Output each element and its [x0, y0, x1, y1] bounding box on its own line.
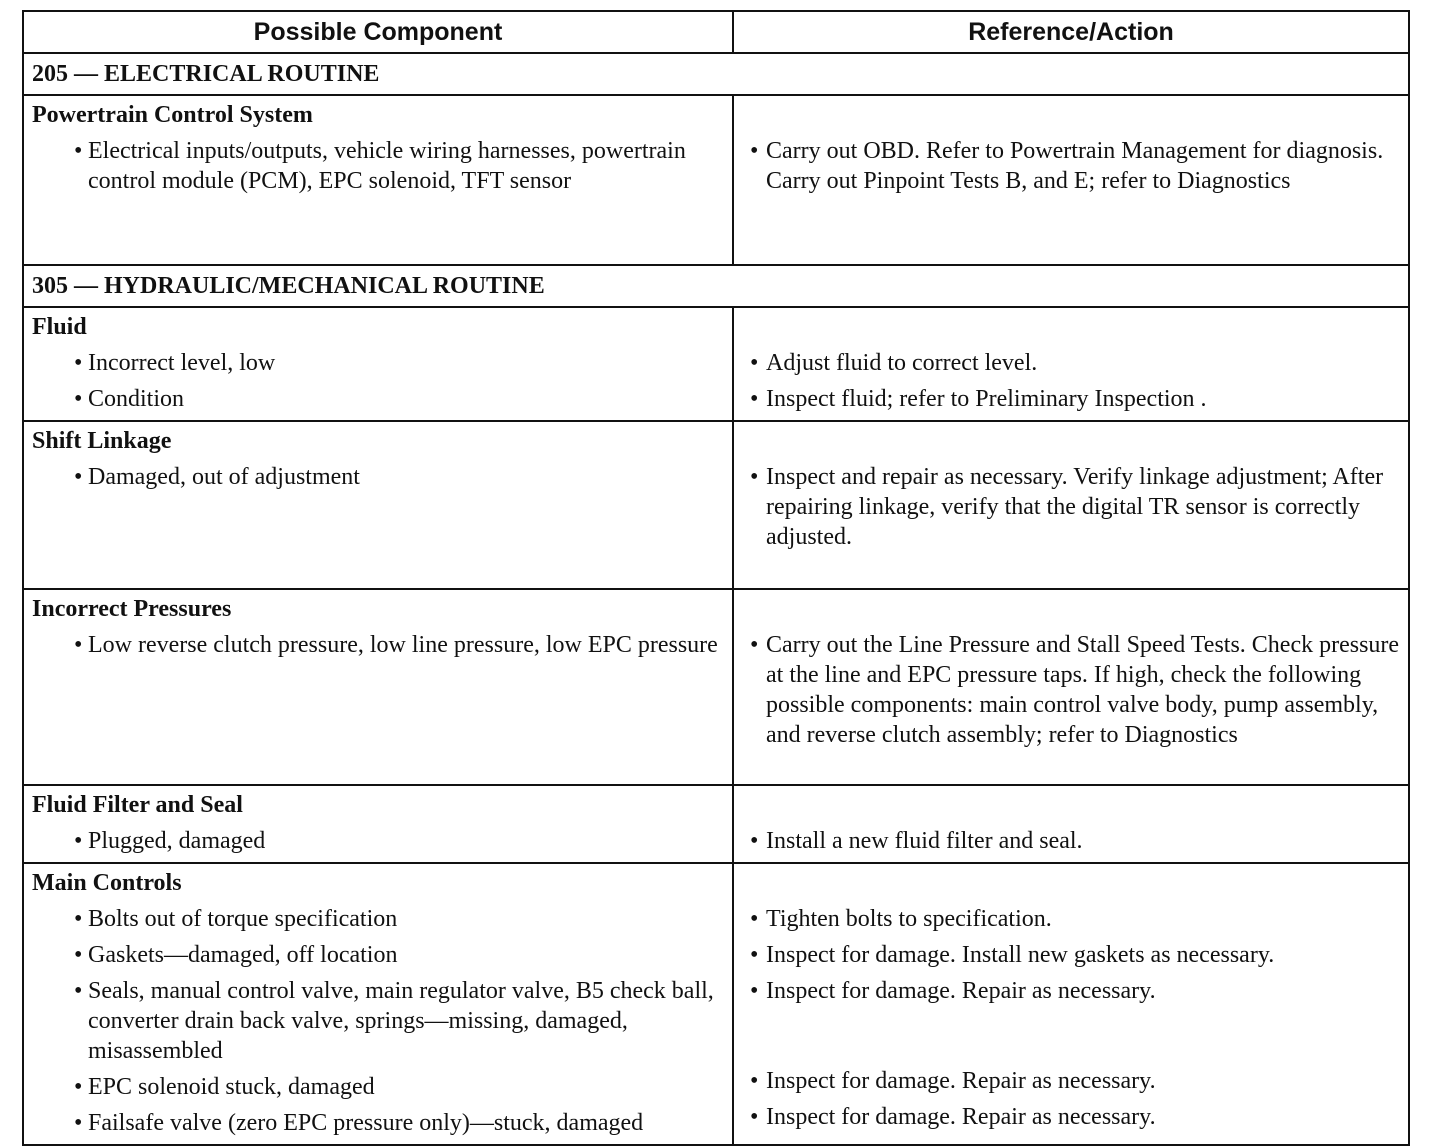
group-name: Fluid: [32, 314, 87, 340]
bullet-icon: •: [74, 1110, 83, 1136]
header-reference-action: Reference/Action: [733, 11, 1409, 53]
component-item: • Failsafe valve (zero EPC pressure only)—stuck, damaged: [74, 1110, 644, 1136]
component-cell: [23, 863, 733, 1145]
action-cell: [733, 421, 1409, 589]
group-row-fluid-filter: [23, 785, 1409, 863]
group-name: Fluid Filter and Seal: [32, 792, 243, 818]
section-row-electrical: [23, 53, 1409, 95]
action-item: • Install a new fluid filter and seal.: [750, 828, 1083, 854]
action-item: • Inspect for damage. Repair as necessary.: [750, 1068, 1156, 1094]
bullet-icon: •: [750, 386, 759, 412]
group-name: Main Controls: [32, 870, 182, 896]
group-name: Incorrect Pressures: [32, 596, 232, 622]
bullet-icon: •: [74, 138, 83, 164]
bullet-icon: •: [750, 350, 759, 376]
bullet-icon: •: [74, 350, 83, 376]
group-row-powertrain: [23, 95, 1409, 265]
bullet-icon: •: [750, 1104, 759, 1130]
section-title: 305 — HYDRAULIC/MECHANICAL ROUTINE: [23, 265, 1409, 307]
component-cell: [23, 95, 733, 265]
action-item: • Inspect and repair as necessary. Verify linkage adjustment; After repairing linkage, verify that the digital TR sensor is correctly adjusted.: [750, 464, 1384, 550]
bullet-icon: •: [74, 978, 83, 1004]
group-row-main-controls: [23, 863, 1409, 1145]
bullet-icon: •: [750, 1068, 759, 1094]
group-name: Shift Linkage: [32, 428, 172, 454]
component-cell: [23, 421, 733, 589]
action-cell: [733, 95, 1409, 265]
bullet-icon: •: [74, 906, 83, 932]
header-row: [23, 11, 1409, 53]
action-item: • Inspect fluid; refer to Preliminary Inspection .: [750, 386, 1207, 412]
group-name: Powertrain Control System: [32, 102, 313, 128]
bullet-icon: •: [750, 138, 759, 164]
group-row-incorrect-pressures: [23, 589, 1409, 785]
group-row-shift-linkage: [23, 421, 1409, 589]
component-item: • Incorrect level, low: [74, 350, 276, 376]
component-item: • Gaskets—damaged, off location: [74, 942, 398, 968]
bullet-icon: •: [750, 464, 759, 490]
bullet-icon: •: [74, 942, 83, 968]
action-item: • Adjust fluid to correct level.: [750, 350, 1038, 376]
action-cell: [733, 307, 1409, 421]
action-item: • Tighten bolts to specification.: [750, 906, 1052, 932]
group-row-fluid: [23, 307, 1409, 421]
bullet-icon: •: [74, 1074, 83, 1100]
component-item: • Electrical inputs/outputs, vehicle wiring harnesses, powertrain control module (PCM), EPC solenoid, TFT sensor: [74, 138, 686, 194]
action-cell: [733, 589, 1409, 785]
component-cell: [23, 589, 733, 785]
bullet-icon: •: [750, 942, 759, 968]
header-possible-component: Possible Component: [23, 11, 733, 53]
component-item: • Plugged, damaged: [74, 828, 266, 854]
action-cell: [733, 863, 1409, 1145]
diagnosis-table: [22, 10, 1410, 1146]
bullet-icon: •: [750, 978, 759, 1004]
bullet-icon: •: [74, 632, 83, 658]
action-item: • Inspect for damage. Repair as necessary.: [750, 978, 1156, 1004]
component-item: • Low reverse clutch pressure, low line pressure, low EPC pressure: [74, 632, 718, 658]
component-item: • Condition: [74, 386, 185, 412]
action-cell: [733, 785, 1409, 863]
bullet-icon: •: [74, 386, 83, 412]
bullet-icon: •: [750, 828, 759, 854]
bullet-icon: •: [750, 632, 759, 658]
action-item: • Inspect for damage. Repair as necessary.: [750, 1104, 1156, 1130]
component-item: • Seals, manual control valve, main regulator valve, B5 check ball, converter drain back valve, springs—missing, damaged, misassembled: [74, 978, 714, 1064]
action-item: • Inspect for damage. Install new gaskets as necessary.: [750, 942, 1275, 968]
action-item: • Carry out OBD. Refer to Powertrain Management for diagnosis. Carry out Pinpoint Tests B, and E; refer to Diagnostics: [750, 138, 1384, 194]
action-item: • Carry out the Line Pressure and Stall Speed Tests. Check pressure at the line and EPC pressure taps. If high, check the following possible components: main control valve body, pump assembly, and reverse clutch assembly; refer to Diagnostics: [750, 632, 1400, 748]
component-item: • Damaged, out of adjustment: [74, 464, 360, 490]
component-cell: [23, 307, 733, 421]
diagnosis-table-sheet: [22, 10, 1408, 1146]
component-cell: [23, 785, 733, 863]
component-item: • EPC solenoid stuck, damaged: [74, 1074, 375, 1100]
section-title: 205 — ELECTRICAL ROUTINE: [23, 53, 1409, 95]
bullet-icon: •: [74, 828, 83, 854]
bullet-icon: •: [750, 906, 759, 932]
section-row-hydraulic: [23, 265, 1409, 307]
component-item: • Bolts out of torque specification: [74, 906, 398, 932]
bullet-icon: •: [74, 464, 83, 490]
